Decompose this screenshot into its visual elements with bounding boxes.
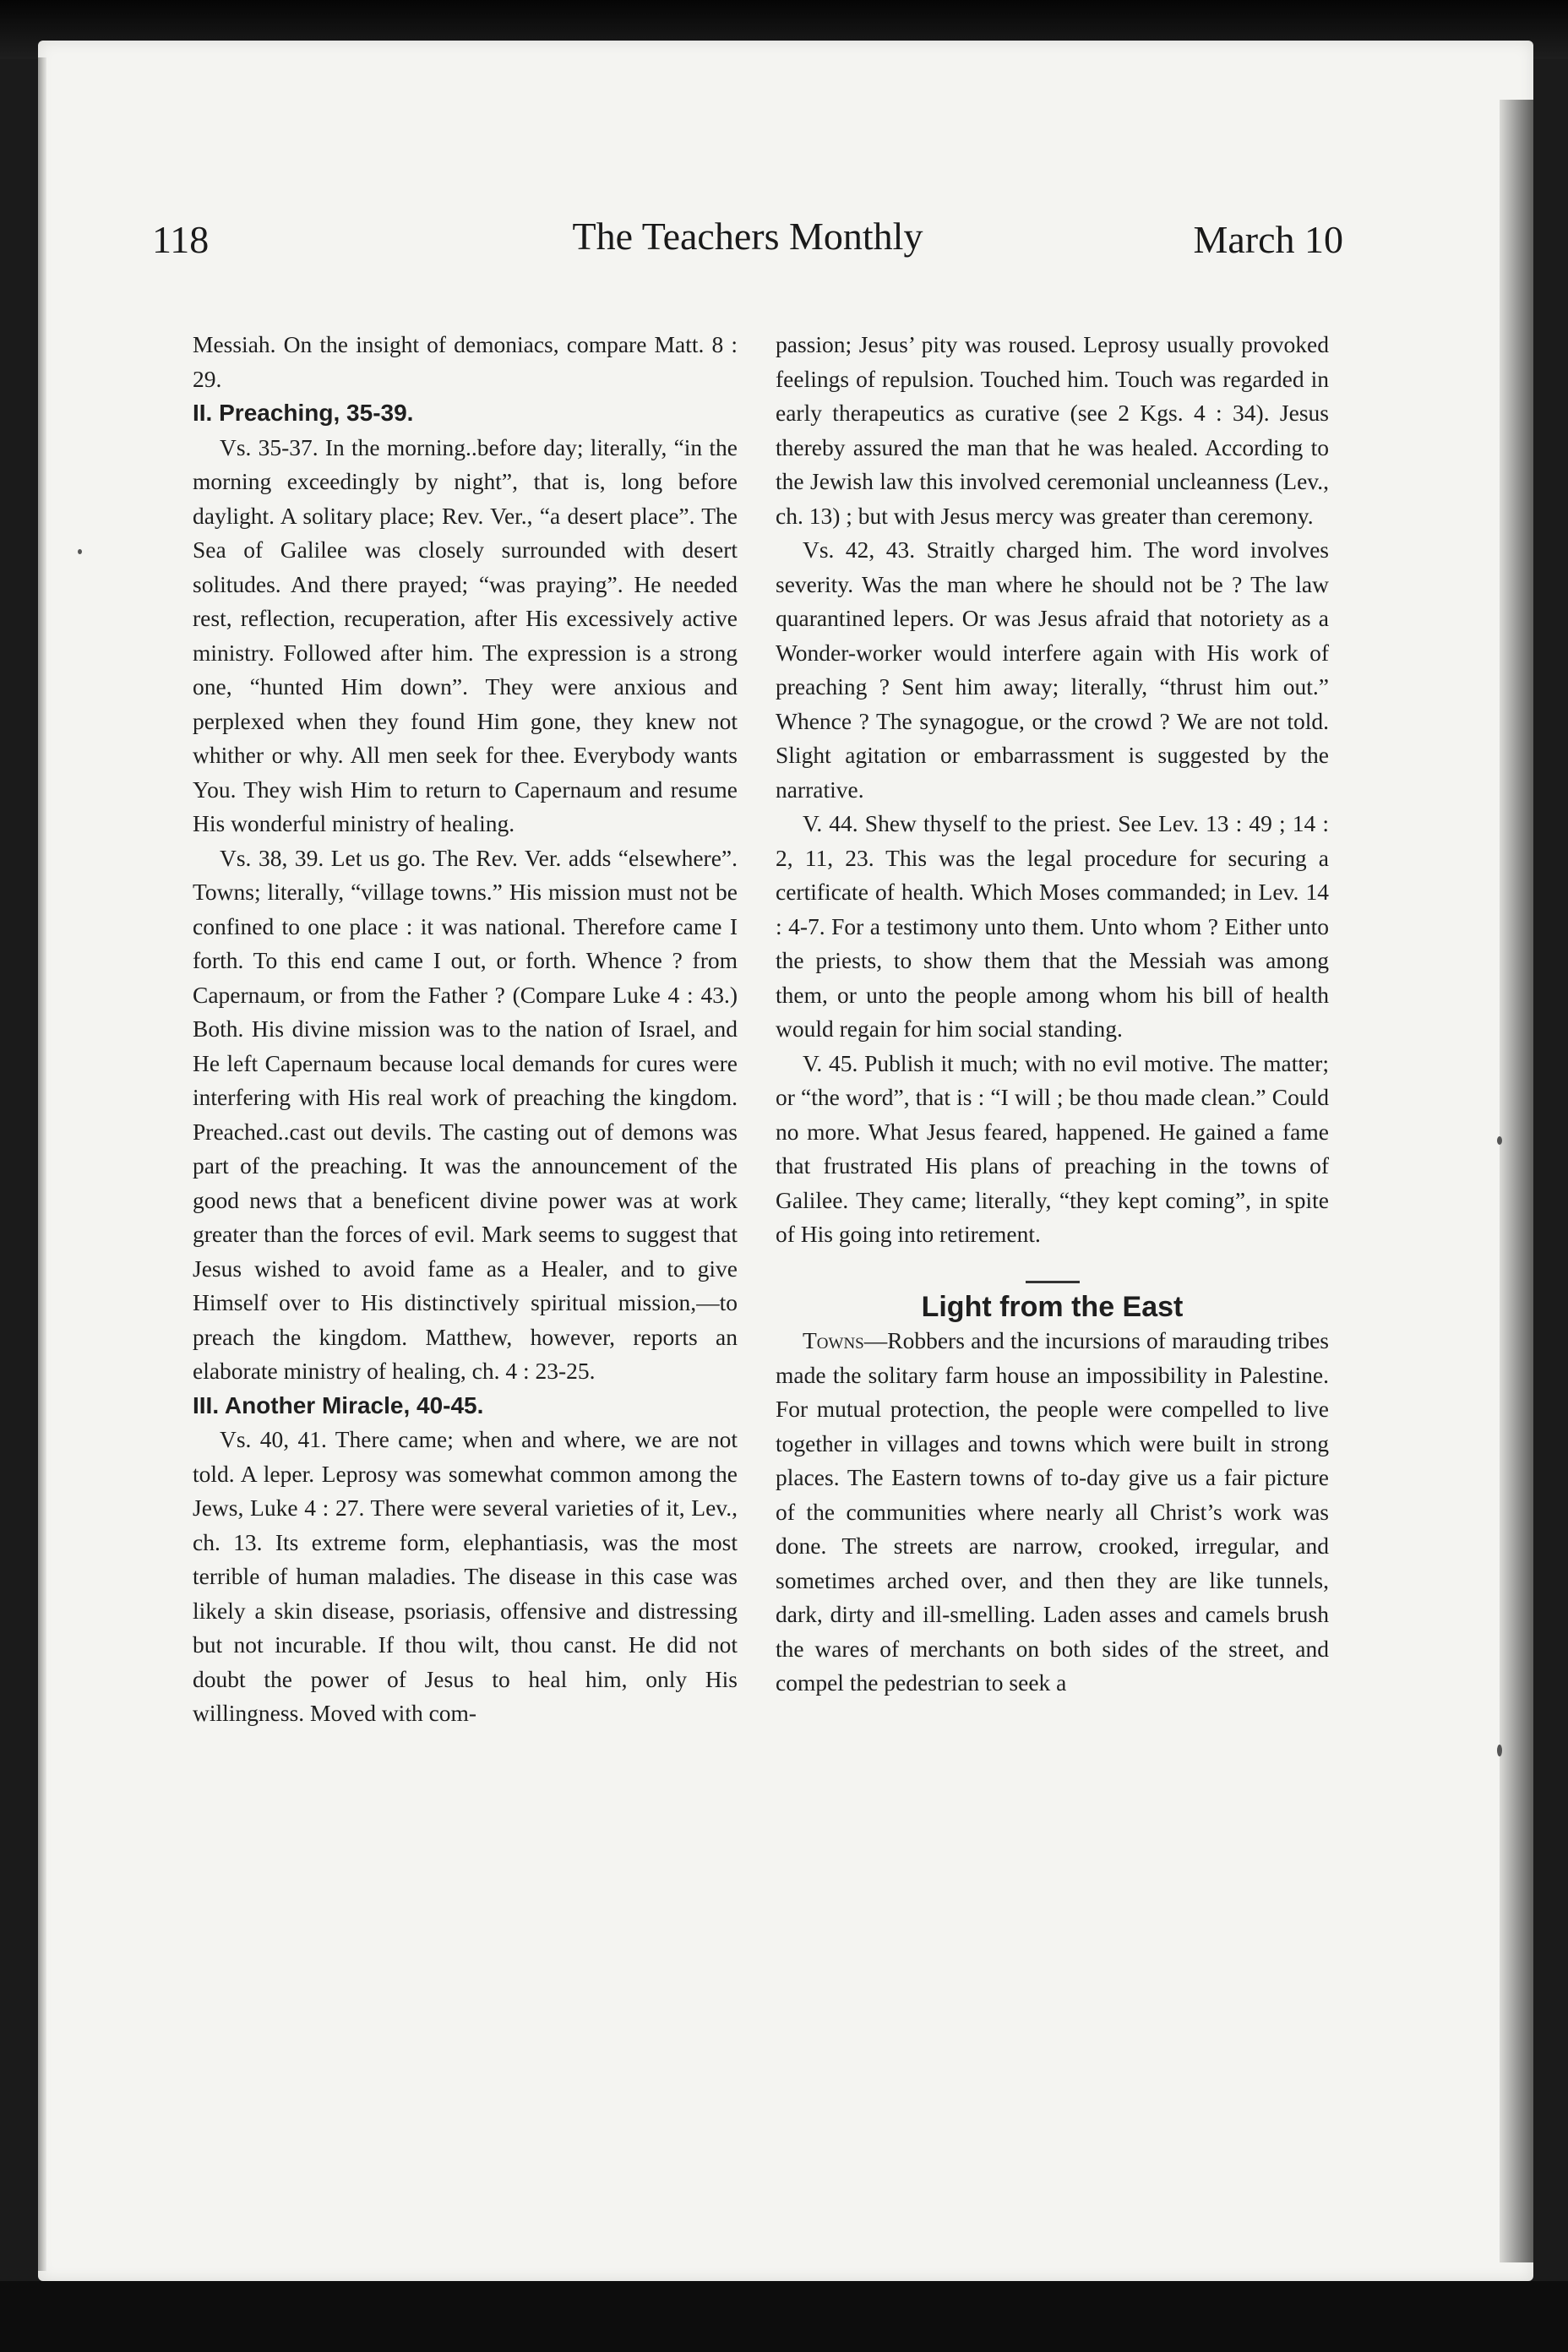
issue-date: March 10 [1193, 218, 1343, 261]
paragraph: Vs. 42, 43. Straitly charged him. The word involves severity. Was the man where he should not be ? The law quarantined lepers. Or was Jesus afraid that notoriety as a Wonder-worker would interfere again with His work of preaching ? Sent him away; literally, “thrust him out.” Whence ? The synagogue, or the crowd ? We are not told. Slight agitation or embarrassment is suggested by the narrative. [776, 536, 1329, 803]
scan-speck [1497, 1136, 1502, 1145]
journal-title: The Teachers Monthly [572, 215, 923, 258]
section-heading-another-miracle: III. Another Miracle, 40-45. [193, 1391, 484, 1418]
scan-speck [1497, 1745, 1502, 1756]
lead-word: Towns [803, 1327, 864, 1353]
page-number: 118 [152, 218, 210, 261]
page-edge-left [38, 57, 46, 2271]
paragraph: Messiah. On the insight of demoniacs, compare Matt. 8 : 29. [193, 331, 738, 392]
paragraph: Vs. 40, 41. There came; when and where, we are not told. A leper. Leprosy was somewhat common among the Jews, Luke 4 : 27. There were several varieties of it, Lev., ch. 13. Its extreme form, elephantiasis, was the most terrible of human maladies. The disease in this case was likely a skin disease, psoriasis, offensive and distressing but not incurable. If thou wilt, thou canst. He did not doubt the power of Jesus to heal him, only His willingness. Moved with com- [193, 1426, 738, 1726]
section-divider [1026, 1281, 1080, 1283]
page-header [152, 207, 1343, 300]
paragraph-body: —Robbers and the incursions of marauding tribes made the solitary farm house an impossibility in Palestine. For mutual protection, the people were compelled to live together in villages and towns which were built in strong places. The Eastern towns of to-day give us a fair picture of the communities where nearly all Christ’s work was done. The streets are narrow, crooked, irregular, and sometimes arched over, and then they are like tunnels, dark, dirty and ill-smelling. Laden asses and camels brush the wares of merchants on both sides of the street, and compel the pedestrian to seek a [776, 1327, 1329, 1696]
scan-speck [78, 549, 82, 554]
section-title-light-from-the-east: Light from the East [921, 1290, 1184, 1323]
paragraph: Vs. 38, 39. Let us go. The Rev. Ver. adds “elsewhere”. Towns; literally, “village towns.” His mission must not be confined to one place : it was national. Therefore came I forth. To this end came I out, or forth. Whence ? from Capernaum, or from the Father ? (Compare Luke 4 : 43.) Both. His divine mission was to the nation of Israel, and He left Capernaum because local demands for cures were interfering with His real work of preaching the kingdom. Preached..cast out devils. The casting out of demons was part of the preaching. It was the announcement of the good news that a beneficent divine power was at work greater than the forces of evil. Mark seems to suggest that Jesus wished to avoid fame as a Healer, and to give Himself over to His distinctively spiritual mission,—to preach the kingdom. Matthew, however, reports an elaborate ministry of healing, ch. 4 : 23-25. [193, 844, 738, 1384]
paragraph: V. 45. Publish it much; with no evil motive. The matter; or “the word”, that is : “I will ; be thou made clean.” Could no more. What Jesus feared, happened. He gained a fame that frustrated His plans of preaching in the towns of Galilee. They came; literally, “they kept coming”, in spite of His going into retirement. [776, 1049, 1329, 1247]
paragraph: Vs. 35-37. In the morning..before day; literally, “in the morning exceedingly by night”, that is, long before daylight. A solitary place; Rev. Ver., “a desert place”. The Sea of Galilee was closely surrounded with desert solitudes. And there prayed; “was praying”. He needed rest, reflection, recuperation, after His excessively active ministry. Followed after him. The expression is a strong one, “hunted Him down”. They were anxious and perplexed when they found Him gone, they knew not whither or why. All men seek for thee. Everybody wants You. They wish Him to return to Capernaum and resume His wonderful ministry of healing. [193, 433, 738, 836]
paragraph: passion; Jesus’ pity was roused. Leprosy usually provoked feelings of repulsion. Touched him. Touch was regarded in early therapeutics as curative (see 2 Kgs. 4 : 34). Jesus thereby assured the man that he was healed. According to the Jewish law this involved ceremonial uncleanness (Lev., ch. 13) ; but with Jesus mercy was greater than ceremony. [776, 331, 1329, 529]
paragraph: V. 44. Shew thyself to the priest. See Lev. 13 : 49 ; 14 : 2, 11, 23. This was the legal procedure for securing a certificate of health. Which Moses commanded; in Lev. 14 : 4-7. For a testimony unto them. Unto whom ? Either unto the priests, to show them that the Messiah was among them, or unto the people among whom his bill of health would regain for him social standing. [776, 810, 1329, 1042]
right-column [776, 328, 1329, 1701]
section-heading-preaching: II. Preaching, 35-39. [193, 400, 414, 426]
page-edge-right [1500, 100, 1533, 2262]
scan-border-bottom [0, 2281, 1568, 2352]
left-column [193, 328, 738, 1731]
paragraph [776, 1324, 1329, 1701]
